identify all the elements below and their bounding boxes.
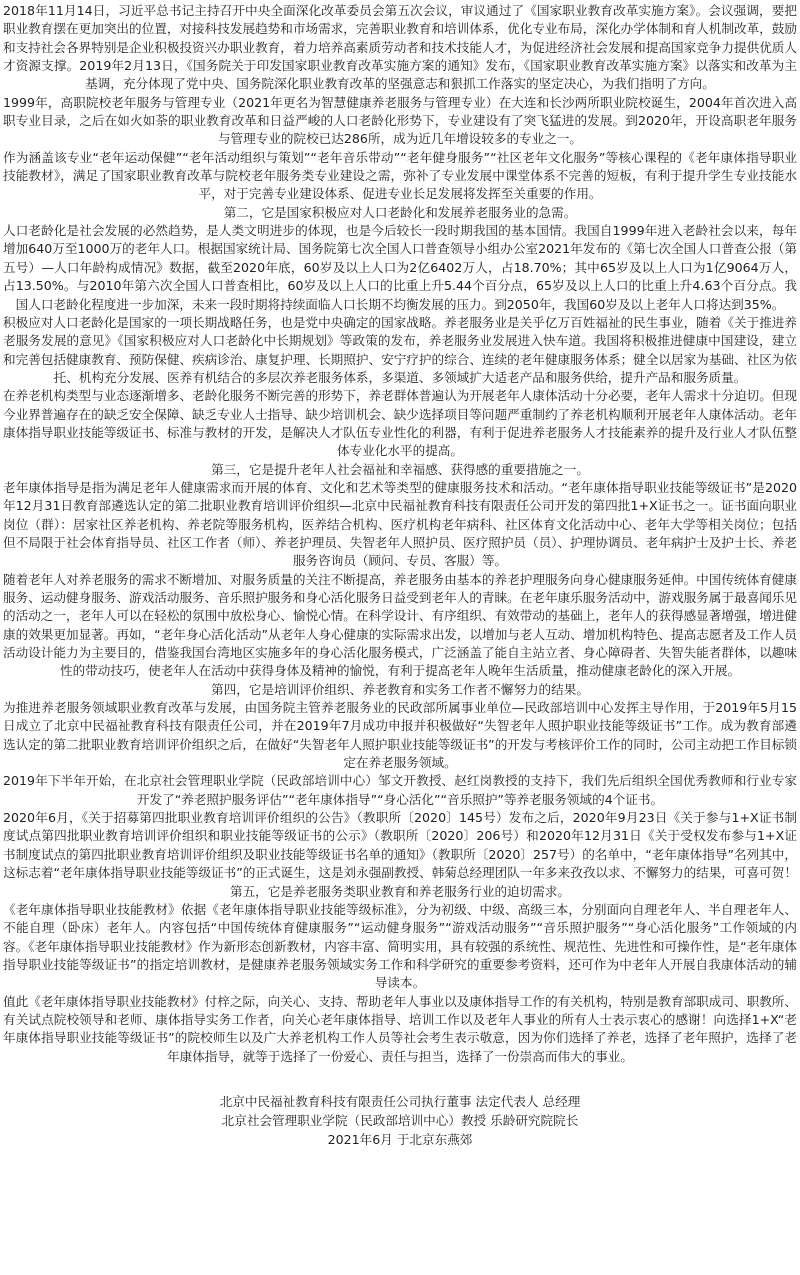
heading-fourth: 第四，它是培训评价组织、养老教育和实务工作者不懈努力的结果。 [211,681,589,697]
paragraph-aging-population: 人口老龄化是社会发展的必然趋势，是人类文明进步的体现，也是今后较长一段时期我国的基本国情。我国自1999年进入老龄社会以来，每年增加640万至1000万的老年人口。根据国家统计局、国务院第七次全国人口普查领导小组办公室2021年发布的《第七次全国人口普查公报（第五号）—人口年龄构成情况》数据，截至2020年底，60岁及以上人口为2亿6402万人，占18.70%；其中65岁及以上人口为1亿9064万人，占13.50%。与2010年第六次全国人口普查相比，60岁及以上人口的比重上升5.44个百分点，65岁及以上人口的比重上升4.63个百分点。我国人口老龄化程度进一步加深，未来一段时期将持续面临人口长期不均衡发展的压力。到2050年，我国60岁及以上老年人口将达到35%。 [3,223,797,312]
paragraph-certificate-approval: 2020年6月，《关于招募第四批职业教育培训评价组织的公告》（教职所〔2020〕145号）发布之后，2020年9月23日《关于参与1+X证书制度试点第四批职业教育培训评价组织和职业技能等级证书的公示》（教职所〔2020〕206号）和2020年12月31日《关于受权发布参与1+X证书制度试点的第四批职业教育培训评价组织及职业技能等级证书名单的通知》（教职所〔2020〕257号）的名单中，“老年康体指导”名列其中，这标志着“老年康体指导职业技能等级证书”的正式诞生，这是刘永强副教授、韩菊总经理团队一年多来孜孜以求、不懈努力的结果，可喜可贺！ [3,810,797,881]
paragraph-major-history: 1999年，高职院校老年服务与管理专业（2021年更名为智慧健康养老服务与管理专业）在大连和长沙两所职业院校诞生，2004年首次进入高职专业目录，之后在如火如荼的职业教育改革和日益严峻的人口老龄化形势下，专业建设有了突飞猛进的发展。到2020年，开设高职老年服务与管理专业的院校已达286所，成为近几年增设较多的专业之一。 [3,94,797,147]
paragraph-reform-plan: 2018年11月14日，习近平总书记主持召开中央全面深化改革委员会第五次会议，审议通过了《国家职业教育改革实施方案》。会议强调，要把职业教育摆在更加突出的位置，对接科技发展趋势和市场需求，完善职业教育和培训体系，优化专业布局，深化办学体制和育人机制改革，鼓励和支持社会各界特别是企业积极投资兴办职业教育，着力培养高素质劳动者和技术技能人才，为促进经济社会发展和提高国家竞争力提供优质人才资源支撑。2019年2月13日，《国务院关于印发国家职业教育改革实施方案的通知》发布，《国家职业教育改革实施方案》以落实和改革为主基调，充分体现了党中央、国务院深化职业教育改革的坚强意志和狠抓工作落实的坚定决心，为我们指明了方向。 [3,3,797,92]
paragraph-service-extension: 随着老年人对养老服务的需求不断增加、对服务质量的关注不断提高，养老服务由基本的养老护理服务向身心健康服务延伸。中国传统体育健康服务、运动健身服务、游戏活动服务、音乐照护服务和身心活化服务日益受到老年人的青睐。在老年康乐服务活动中，游戏服务属于最喜闻乐见的活动之一，老年人可以在轻松的氛围中放松身心、愉悦心情。在科学设计、有序组织、有效带动的基础上，老年人的获得感显著增强，增进健康的效果更加显著。再如，“老年身心活化活动”从老年人身心健康的实际需求出发，以增加与老人互动、增加机构特色、提高志愿者及工作人员活动设计能力为主要目的，借鉴我国台湾地区实施多年的身心活化服务模式，广泛涵盖了能自主站立者、身心障碍者、失智失能者群体，以趣味性的带动技巧，使老年人在活动中获得身体及精神的愉悦，有利于提高老年人晚年生活质量，推动健康老龄化的深入开展。 [3,571,797,679]
paragraph-national-strategy: 积极应对人口老龄化是国家的一项长期战略任务，也是党中央确定的国家战略。养老服务业是关乎亿万百姓福祉的民生事业，随着《关于推进养老服务发展的意见》《国家积极应对人口老龄化中长期规划》等政策的发布，养老服务业发展进入快车道。我国将积极推进健康中国建设，建立和完善包括健康教育、预防保健、疾病诊治、康复护理、长期照护、安宁疗护的综合、连续的老年健康服务体系；健全以居家为基础、社区为依托、机构充分发展、医养有机结合的多层次养老服务体系，多渠道、多领域扩大适老产品和服务供给，提升产品和服务质量。 [3,314,797,385]
heading-third: 第三，它是提升老年人社会福祉和幸福感、获得感的重要措施之一。 [211,461,589,477]
signature-date-line: 2021年6月 于北京东燕郊 [327,1131,473,1147]
signature-title-line: 北京中民福祉教育科技有限责任公司执行董事 法定代表人 总经理 [219,1093,581,1109]
paragraph-certificate-definition: 老年康体指导是指为满足老年人健康需求而开展的体育、文化和艺术等类型的健康服务技术和活动。“老年康体指导职业技能等级证书”是2020年12月31日教育部遴选认定的第二批职业教育培训评价组织—北京中民福祉教育科技有限责任公司开发的第四批1+X证书之一。证书面向职业岗位（群）：居家社区养老机构、养老院等服务机构，医养结合机构、医疗机构老年病科、社区体育文化活动中心、老年大学等相关岗位；包括但不局限于社会体育指导员、社区工作者（师）、养老护理员、失智老年人照护员、医疗照护员（员）、护理协调员、老年病护士及护士长、养老服务咨询员（顾问、专员、客服）等。 [3,479,797,569]
paragraph-elderly-activities: 在养老机构类型与业态逐渐增多、老龄化服务不断完善的形势下，养老群体普遍认为开展老年人康体活动十分必要，老年人需求十分迫切。但现今业界普遍存在的缺乏安全保障、缺乏专业人士指导、缺少培训机会、缺少选择项目等问题严重制约了养老机构顺利开展老年人康体活动。老年康体指导职业技能等级证书、标准与教材的开发，是解决人才队伍专业性化的利器，有利于促进养老服务人才技能素养的提升及行业人才队伍整体专业化水平的提高。 [3,388,797,459]
signature-affiliation-line: 北京社会管理职业学院（民政部培训中心）教授 乐龄研究院院长 [221,1112,579,1128]
paragraph-certificate-development: 2019年下半年开始，在北京社会管理职业学院（民政部培训中心）邹文开教授、赵红岗教授的支持下，我们先后组织全国优秀教师和行业专家开发了“养老照护服务评估”“老年康体指导”“身心活化”“音乐照护”等养老服务领域的4个证书。 [3,773,797,807]
paragraph-acknowledgement: 值此《老年康体指导职业技能教材》付梓之际，向关心、支持、帮助老年人事业以及康体指导工作的有关机构，特别是教育部职成司、职教所、有关试点院校领导和老师、康体指导实务工作者，向关心老年康体指导、培训工作以及老年人事业的所有人士表示衷心的感谢！向选择1+X“老年康体指导职业技能等级证书”的院校师生以及广大养老机构工作人员等社会考生表示敬意，因为你们选择了养老，选择了老年照护，选择了老年康体指导，就等于选择了一份爱心、责任与担当，选择了一份崇高而伟大的事业。 [3,993,797,1064]
signature-block [3,1092,797,1149]
heading-fifth: 第五，它是养老服务类职业教育和养老服务行业的迫切需求。 [229,883,571,899]
heading-second: 第二，它是国家积极应对人口老龄化和发展养老服务业的急需。 [223,204,577,220]
paragraph-company-founding: 为推进养老服务领域职业教育改革与发展，由国务院主管养老服务业的民政部所属事业单位—民政部培训中心发挥主导作用，于2019年5月15日成立了北京中民福祉教育科技有限责任公司，并在2019年7月成功申报并积极做好“失智老年人照护职业技能等级证书”工作。成为教育部遴选认定的第二批职业教育培训评价组织之后，在做好“失智老年人照护职业技能等级证书”的开发与考核评价工作的同时，公司主动把工作目标锁定在养老服务领域。 [3,700,797,771]
paragraph-textbook-content: 《老年康体指导职业技能教材》依据《老年康体指导职业技能等级标准》，分为初级、中级、高级三本，分别面向自理老年人、半自理老年人、不能自理（卧床）老年人。内容包括“中国传统体育健康服务”“运动健身服务”“游戏活动服务”“音乐照护服务”“身心活化服务”工作领域的内容。《老年康体指导职业技能教材》作为新形态创新教材，内容丰富、简明实用，具有较强的系统性、规范性、先进性和可操作性，是“老年康体指导职业技能等级证书”的指定培训教材，是健康养老服务领域实务工作和科学研究的重要参考资料，还可作为中老年人开展自我康体活动的辅导读本。 [3,901,797,991]
paragraph-textbook-role: 作为涵盖该专业“老年运动保健”“老年活动组织与策划”“老年音乐带动”“老年健身服务”“社区老年文化服务”等核心课程的《老年康体指导职业技能教材》，满足了国家职业教育改革与院校老年服务类专业建设之需，弥补了专业发展中课堂体系不完善的短板，有利于提升学生专业技能水平，对于完善专业建设体系、促进专业长足发展将发挥至关重要的作用。 [3,149,797,202]
